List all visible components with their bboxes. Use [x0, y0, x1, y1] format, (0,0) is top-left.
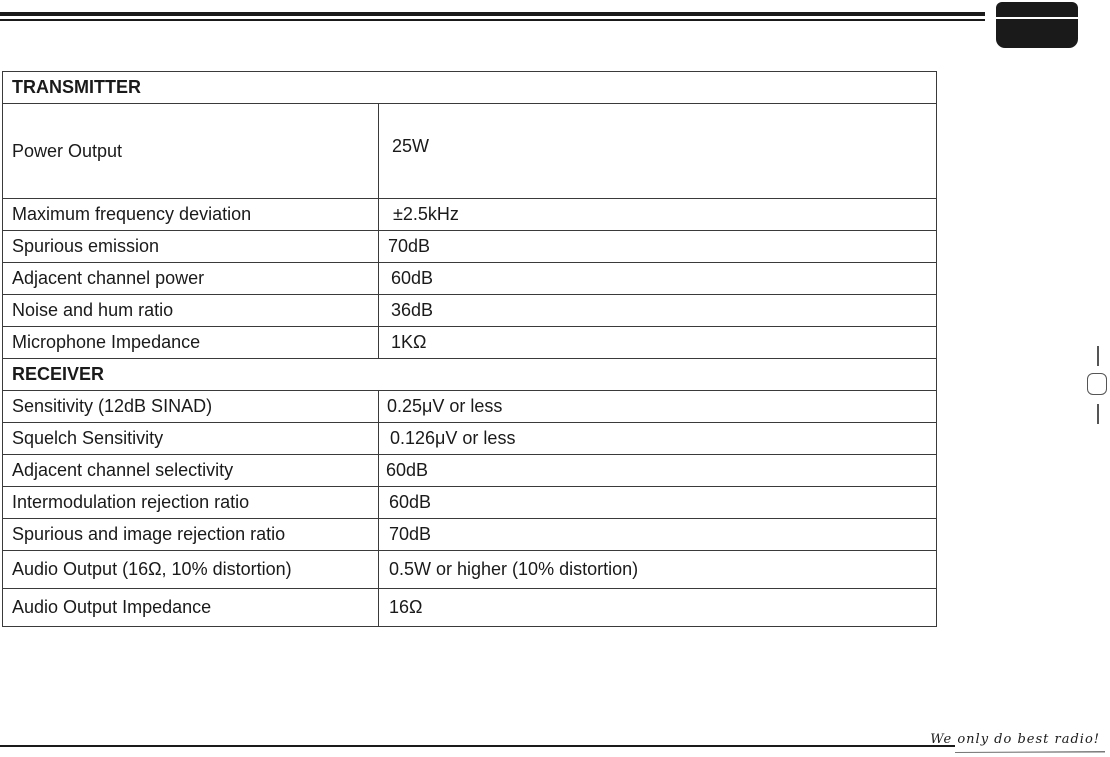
- table-row: [3, 391, 937, 423]
- table-row: [3, 327, 937, 359]
- section-row-transmitter: [3, 72, 937, 104]
- header-rule-thick: [0, 12, 985, 16]
- value-cell: 0.126μV or less: [379, 423, 937, 455]
- value-cell: 60dB: [379, 487, 937, 519]
- value-cell: 60dB: [379, 263, 937, 295]
- param-cell: Maximum frequency deviation: [3, 199, 379, 231]
- value-cell: 70dB: [379, 519, 937, 551]
- param-cell: Noise and hum ratio: [3, 295, 379, 327]
- section-row-receiver: [3, 359, 937, 391]
- table-row: [3, 589, 937, 627]
- section-heading-transmitter: TRANSMITTER: [3, 72, 937, 104]
- footer-slogan: We only do best radio!: [930, 732, 1100, 747]
- table-row: [3, 231, 937, 263]
- specifications-table: [2, 71, 937, 627]
- param-cell: Audio Output (16Ω, 10% distortion): [3, 551, 379, 589]
- param-cell: Sensitivity (12dB SINAD): [3, 391, 379, 423]
- value-cell: 36dB: [379, 295, 937, 327]
- chapter-tab-marker: [996, 2, 1078, 48]
- table-row: [3, 455, 937, 487]
- header-rule-thin: [0, 19, 985, 21]
- param-cell: Squelch Sensitivity: [3, 423, 379, 455]
- side-marker-box: [1087, 373, 1107, 395]
- table-row: [3, 519, 937, 551]
- table-row: [3, 104, 937, 199]
- value-cell: 0.5W or higher (10% distortion): [379, 551, 937, 589]
- table-row: [3, 423, 937, 455]
- side-marker-line-bottom: [1097, 404, 1099, 424]
- section-heading-receiver: RECEIVER: [3, 359, 937, 391]
- param-cell: Adjacent channel power: [3, 263, 379, 295]
- param-cell: Power Output: [3, 104, 379, 199]
- value-cell: 70dB: [379, 231, 937, 263]
- value-cell: 0.25μV or less: [379, 391, 937, 423]
- param-cell: Microphone Impedance: [3, 327, 379, 359]
- slogan-underline-swoosh: [955, 750, 1105, 754]
- table-row: [3, 295, 937, 327]
- value-cell: 25W: [379, 104, 937, 199]
- param-cell: Audio Output Impedance: [3, 589, 379, 627]
- footer-rule: [0, 745, 955, 747]
- param-cell: Spurious and image rejection ratio: [3, 519, 379, 551]
- value-cell: 1KΩ: [379, 327, 937, 359]
- table-row: [3, 551, 937, 589]
- param-cell: Spurious emission: [3, 231, 379, 263]
- value-cell: 16Ω: [379, 589, 937, 627]
- table-row: [3, 199, 937, 231]
- value-cell: 60dB: [379, 455, 937, 487]
- table-row: [3, 487, 937, 519]
- table-row: [3, 263, 937, 295]
- value-cell: ±2.5kHz: [379, 199, 937, 231]
- param-cell: Intermodulation rejection ratio: [3, 487, 379, 519]
- param-cell: Adjacent channel selectivity: [3, 455, 379, 487]
- side-marker-line-top: [1097, 346, 1099, 366]
